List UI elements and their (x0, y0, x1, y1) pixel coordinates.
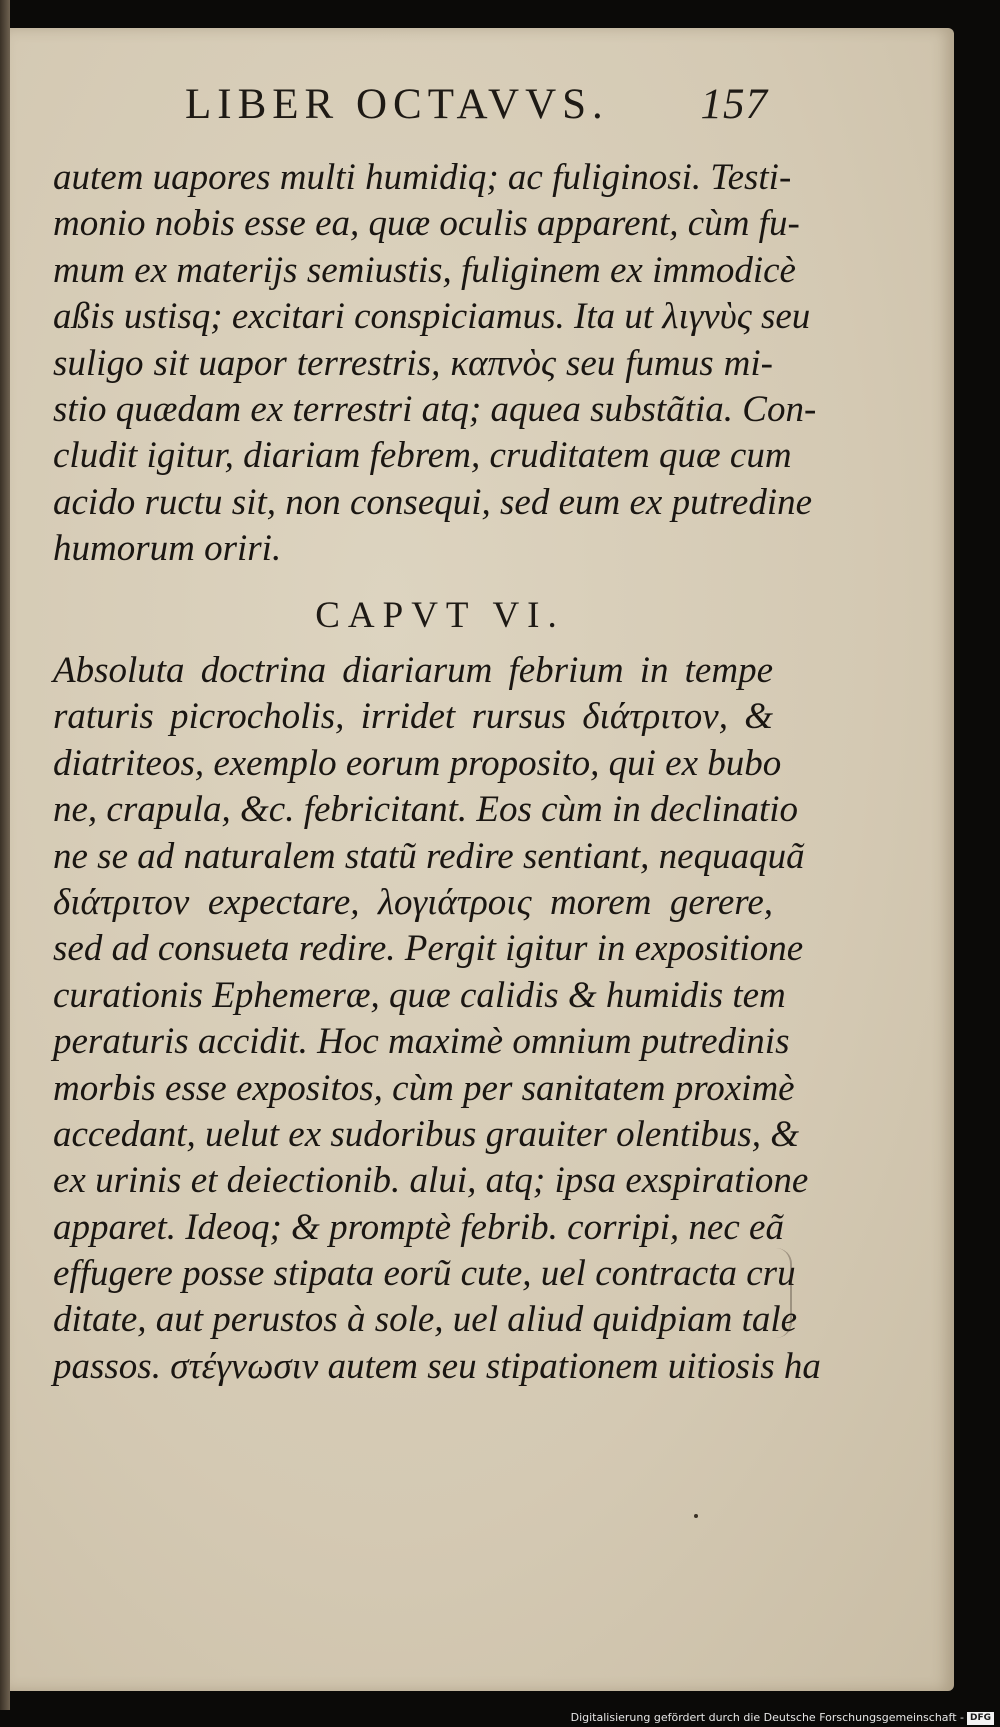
text-line: cludit igitur, diariam febrem, cruditatem quæ cum (53, 435, 792, 477)
text-line: apparet. Ideoq; & promptè febrib. corripi, nec eã (53, 1206, 784, 1248)
paragraph-1 (53, 155, 817, 573)
digitization-credit: Digitalisierung gefördert durch die Deutsche Forschungsgemeinschaft - (570, 1711, 964, 1724)
bleed-through-mark (776, 1248, 792, 1338)
running-title: LIBER OCTAVVS. (185, 81, 609, 128)
text-line: peraturis accidit. Hoc maximè omnium putredinis (53, 1021, 790, 1063)
text-line: sed ad consueta redire. Pergit igitur in expositione (53, 928, 804, 970)
text-line: suligo sit uapor terrestris, καπνὸς seu fumus mi- (53, 342, 773, 384)
text-line: autem uapores multi humidiq; ac fuliginosi. Testi- (53, 157, 792, 198)
text-line: aßis ustisq; excitari conspiciamus. Ita ut λιγνὺς seu (53, 296, 811, 338)
text-line: stio quædam ex terrestri atq; aquea substãtia. Con- (53, 388, 817, 430)
text-line: raturis picrocholis, irridet rursus διάτριτον, & (53, 696, 773, 738)
dfg-logo: DFG (967, 1712, 994, 1725)
paragraph-2 (53, 648, 821, 1390)
paper-speck (694, 1514, 698, 1518)
text-line: passos. στέγνωσιν autem seu stipationem uitiosis ha (53, 1345, 821, 1387)
text-line: ex urinis et deiectionib. alui, atq; ipsa exspiratione (53, 1160, 809, 1202)
chapter-heading: CAPVT VI. (315, 595, 565, 636)
text-line: διάτριτον expectare, λογιάτροις morem gerere, (53, 881, 773, 923)
page-header (160, 72, 780, 132)
page-number: 157 (700, 81, 768, 128)
text-line: monio nobis esse ea, quæ oculis apparent, cùm fu- (53, 203, 800, 245)
text-line: morbis esse expositos, cùm per sanitatem proximè (53, 1067, 795, 1109)
text-line: Absoluta doctrina diariarum febrium in tempe (53, 650, 773, 691)
text-line: ne, crapula, &c. febricitant. Eos cùm in declinatio (53, 789, 799, 831)
text-line: ditate, aut perustos à sole, uel aliud quidpiam tale (53, 1299, 798, 1341)
text-line: accedant, uelut ex sudoribus grauiter olentibus, & (53, 1113, 800, 1155)
text-line: mum ex materijs semiustis, fuliginem ex immodicè (53, 249, 796, 291)
text-line: curationis Ephemeræ, quæ calidis & humidis tem (53, 974, 786, 1016)
text-line: ne se ad naturalem statũ redire sentiant, nequaquã (53, 835, 805, 877)
text-line: humorum oriri. (53, 528, 282, 570)
text-line: effugere posse stipata eorũ cute, uel contracta cru (53, 1253, 796, 1295)
text-line: acido ructu sit, non consequi, sed eum ex putredine (53, 481, 813, 523)
page-left-edge (0, 0, 10, 1727)
text-line: diatriteos, exemplo eorum proposito, qui ex bubo (53, 742, 782, 784)
